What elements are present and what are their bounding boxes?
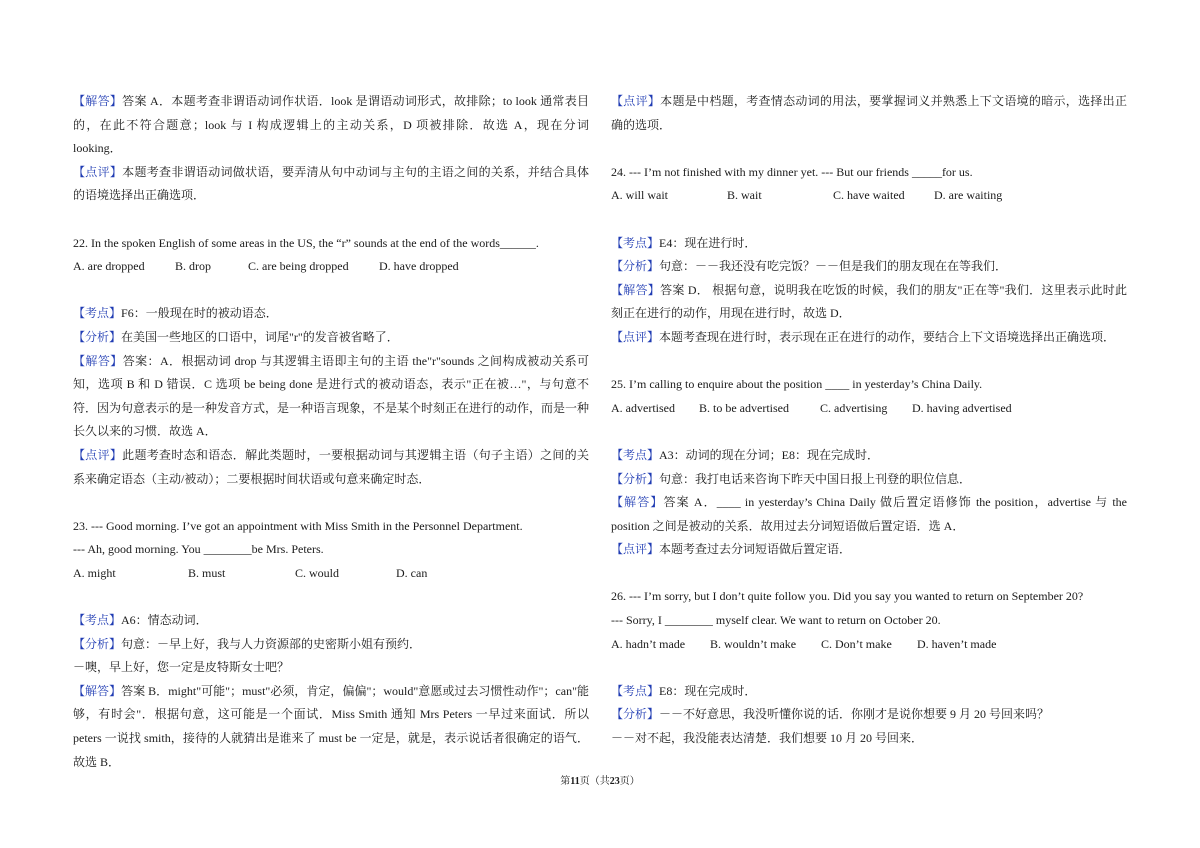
q22-point: 【考点】F6：一般现在时的被动语态． <box>73 306 278 321</box>
q22-options <box>73 255 589 279</box>
q24-answer: 【解答】答案 D． 根据句意，说明我在吃饭的时候，我们的朋友"正在等"我们．这里表示此时此刻正在进行的动作，用现在进行时，故选 D． <box>611 282 1127 321</box>
q24-option-a: A. will wait <box>611 188 668 203</box>
q23-answer: 【解答】答案 B．might"可能"；must"必须，肯定，偏偏"；would"意愿或过去习惯性动作"；can"能够，有时会"．根据句意，这可能是一个面试．Miss Smith 通知 Mrs Peters 一早过来面试．所以 peters 一说找 smith，接待的人就猜出是谁来了 must be 一定是，就是，表示说话者很确定的语气．故选 B． <box>73 683 589 769</box>
q22-option-b: B. drop <box>175 259 211 274</box>
q22-option-a: A. are dropped <box>73 259 145 274</box>
q26-question-line1: 26. --- I’m sorry, but I don’t quite follow you. Did you say you wanted to return on September 20? <box>611 589 1084 604</box>
q25-options <box>611 397 1127 421</box>
q23-analysis-line2: －噢，早上好，您一定是皮特斯女士吧？ <box>73 660 290 675</box>
q23-option-a: A. might <box>73 565 116 580</box>
q24-option-c: C. have waited <box>833 188 905 203</box>
q26-analysis-line2: －－对不起，我没能表达清楚．我们想要 10 月 20 号回来． <box>611 731 924 746</box>
q24-options <box>611 184 1127 208</box>
q23-option-c: C. would <box>295 565 340 580</box>
q25-option-a: A. advertised <box>611 400 675 415</box>
q23-point: 【考点】A6：情态动词． <box>73 613 208 628</box>
q23-options <box>73 562 589 586</box>
q25-comment: 【点评】本题考查过去分词短语做后置定语． <box>611 542 852 557</box>
q24-question: 24. --- I’m not finished with my dinner yet. --- But our friends _____for us. <box>611 164 973 179</box>
q24-point: 【考点】E4：现在进行时． <box>611 235 757 250</box>
q25-option-d: D. having advertised <box>912 400 1012 415</box>
q26-option-d: D. haven’t made <box>917 636 997 651</box>
q22-analysis: 【分析】在美国一些地区的口语中，词尾"r"的发音被省略了． <box>73 329 399 344</box>
q22-question: 22. In the spoken English of some areas in the US, the “r” sounds at the end of the words______. <box>73 235 539 250</box>
q22-comment: 【点评】此题考查时态和语态．解此类题时，一要根据动词与其逻辑主语（句子主语）之间的关系来确定语态（主动/被动）；二要根据时间状语或句意来确定时态． <box>73 447 589 486</box>
q26-options <box>611 633 1127 657</box>
page-number: 11 <box>570 776 580 787</box>
q26-analysis: 【分析】－－不好意思，我没听懂你说的话．你刚才是说你想要 9 月 20 号回来吗？ <box>611 707 1050 722</box>
page-footer: 第11页（共23页） <box>560 776 640 787</box>
page-total: 23 <box>609 776 620 787</box>
q24-analysis: 【分析】句意：－－我还没有吃完饭？－－但是我们的朋友现在在等我们． <box>611 259 1008 274</box>
q23-question-line2: --- Ah, good morning. You ________be Mrs. Peters. <box>73 542 324 557</box>
q22-option-d: D. have dropped <box>379 259 459 274</box>
q26-point: 【考点】E8：现在完成时． <box>611 683 757 698</box>
q24-option-d: D. are waiting <box>934 188 1003 203</box>
q25-answer: 【解答】答案 A．____ in yesterday’s China Daily 做后置定语修饰 the position，advertise 与 the position 之间是被动的关系．故用过去分词短语做后置定语．选 A． <box>611 495 1127 533</box>
q24-option-b: B. wait <box>727 188 762 203</box>
q23-comment: 【点评】本题是中档题，考查情态动词的用法，要掌握词义并熟悉上下文语境的暗示，选择出正确的选项． <box>611 94 1127 132</box>
q25-analysis: 【分析】句意：我打电话来咨询下昨天中国日报上刊登的职位信息． <box>611 471 972 486</box>
q25-point: 【考点】A3：动词的现在分词；E8：现在完成时． <box>611 447 880 462</box>
q26-question-line2: --- Sorry, I ________ myself clear. We want to return on October 20. <box>611 613 941 628</box>
q23-option-d: D. can <box>396 565 428 580</box>
q22-answer: 【解答】答案：A．根据动词 drop 与其逻辑主语即主句的主语 the"r"sounds 之间构成被动关系可知，选项 B 和 D 错误．C 选项 be being done 是进行式的被动语态，表示"正在被…"，与句意不符．因为句意表示的是一种发音方式，是一种语言现象，不是某个时刻正在进行的动作，而是一种长久以来的习惯．故选 A． <box>73 353 590 439</box>
q23-analysis: 【分析】句意：－早上好，我与人力资源部的史密斯小姐有预约． <box>73 636 422 651</box>
q26-option-a: A. hadn’t made <box>611 636 686 651</box>
left-column <box>73 90 589 774</box>
q25-question: 25. I’m calling to enquire about the position ____ in yesterday’s China Daily. <box>611 377 983 392</box>
right-column <box>611 90 1127 751</box>
q21-answer: 【解答】答案 A．本题考查非谓语动词作状语．look 是谓语动词形式，故排除；to look 通常表目的，在此不符合题意；look 与 I 构成逻辑上的主动关系，D 项被排除．故选 A，现在分词 looking． <box>73 94 589 156</box>
q22-option-c: C. are being dropped <box>248 259 349 274</box>
q23-question-line1: 23. --- Good morning. I’ve got an appointment with Miss Smith in the Personnel Department. <box>73 518 523 533</box>
q24-comment: 【点评】本题考查现在进行时，表示现在正在进行的动作，要结合上下文语境选择出正确选项． <box>611 329 1116 344</box>
q25-option-b: B. to be advertised <box>699 400 789 415</box>
q21-comment: 【点评】本题考查非谓语动词做状语，要弄清从句中动词与主句的主语之间的关系，并结合具体的语境选择出正确选项． <box>73 164 589 203</box>
q25-option-c: C. advertising <box>820 400 888 415</box>
q23-option-b: B. must <box>188 565 226 580</box>
q26-option-b: B. wouldn’t make <box>710 636 797 651</box>
q26-option-c: C. Don’t make <box>821 636 892 651</box>
